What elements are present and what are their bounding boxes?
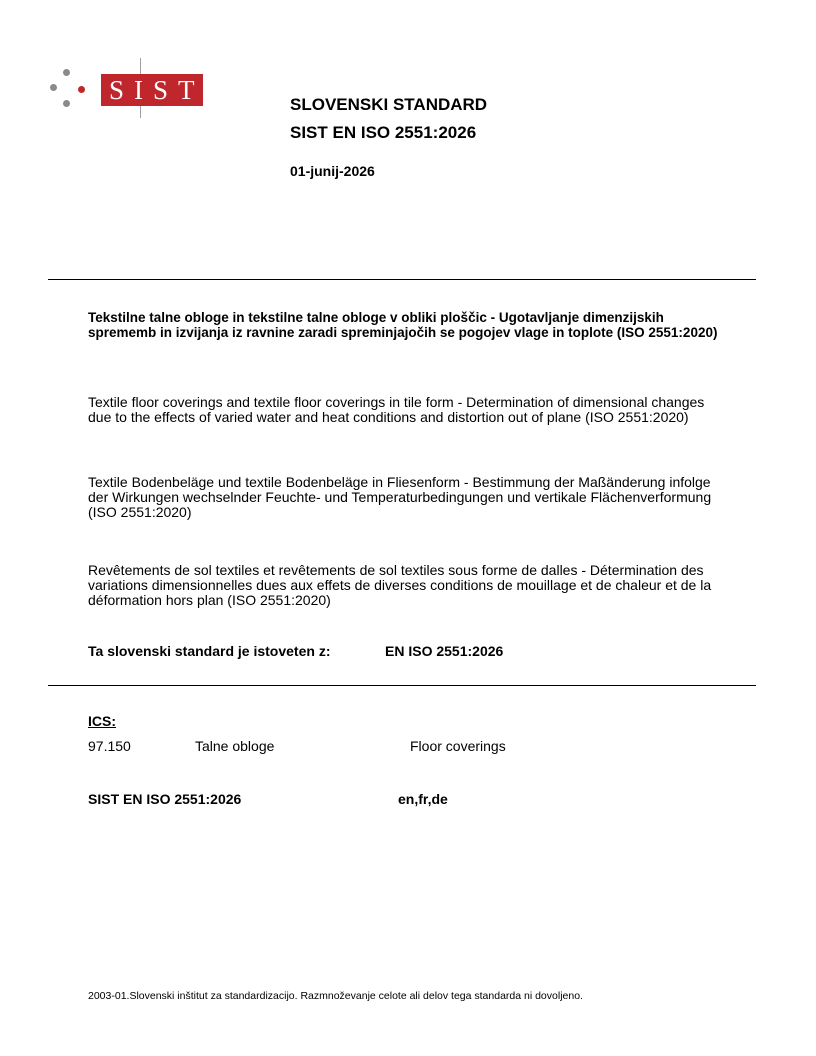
standard-number: SIST EN ISO 2551:2026 — [290, 123, 477, 142]
languages: en,fr,de — [398, 791, 448, 807]
copyright-notice: 2003-01.Slovenski inštitut za standardizacijo. Razmnoževanje celote ali delov tega standarda ni dovoljeno. — [88, 990, 583, 1002]
logo-text: SIST — [101, 74, 203, 106]
title-german: Textile Bodenbeläge und textile Bodenbeläge in Fliesenform - Bestimmung der Maßänderung infolge der Wirkungen wechselnder Feuchte- und Temperaturbedingungen und vertikale Flächenverformung (ISO 2551:2020) — [88, 474, 712, 520]
bottom-divider — [48, 685, 756, 686]
title-slovenian: Tekstilne talne obloge in tekstilne talne obloge v obliki ploščic - Ugotavljanje dimenzijskih sprememb in izvijanja iz ravnine zaradi spreminjajočih se pogojev vlage in toplote (ISO 2551:2020) — [88, 310, 718, 340]
title-french: Revêtements de sol textiles et revêtements de sol textiles sous forme de dalles - Détermination des variations dimensionnelles dues aux effets de diverses conditions de mouillage et de chaleur et de la déformation hors plan (ISO 2551:2020) — [88, 562, 712, 608]
ics-description-en: Floor coverings — [410, 738, 506, 754]
title-english: Textile floor coverings and textile floor coverings in tile form - Determination of dimensional changes due to the effects of varied water and heat conditions and distortion out of plane (ISO 2551:2020) — [88, 394, 705, 425]
top-divider — [48, 279, 756, 280]
logo-dot-left — [50, 84, 57, 91]
identical-value: EN ISO 2551:2026 — [385, 643, 504, 659]
identical-label: Ta slovenski standard je istoveten z: — [88, 643, 331, 659]
document-type: SLOVENSKI STANDARD — [290, 95, 488, 114]
standard-id: SIST EN ISO 2551:2026 — [88, 791, 242, 807]
ics-code: 97.150 — [88, 738, 131, 754]
ics-heading: ICS: — [88, 713, 116, 729]
ics-description-sl: Talne obloge — [195, 738, 275, 754]
publication-date: 01-junij-2026 — [290, 163, 375, 179]
logo-dot-bottom — [63, 100, 70, 107]
logo-dot-red — [78, 86, 85, 93]
logo-dot-top — [63, 69, 70, 76]
